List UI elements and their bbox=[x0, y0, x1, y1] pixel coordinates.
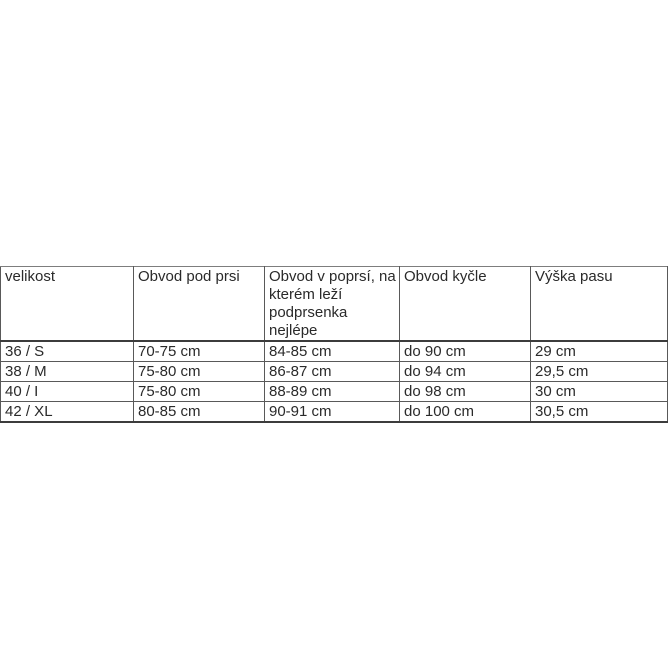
waist-height-cell: 29 cm bbox=[531, 341, 668, 362]
column-header-obvod-pod-prsi: Obvod pod prsi bbox=[134, 267, 265, 342]
underbust-cell: 70-75 cm bbox=[134, 341, 265, 362]
table-row bbox=[1, 382, 668, 402]
size-cell: 36 / S bbox=[1, 341, 134, 362]
table-row bbox=[1, 402, 668, 423]
waist-height-cell: 29,5 cm bbox=[531, 362, 668, 382]
table-row bbox=[1, 362, 668, 382]
hip-cell: do 98 cm bbox=[400, 382, 531, 402]
header-row bbox=[1, 267, 668, 342]
bust-cell: 88-89 cm bbox=[265, 382, 400, 402]
column-header-obvod-kycle: Obvod kyčle bbox=[400, 267, 531, 342]
waist-height-cell: 30,5 cm bbox=[531, 402, 668, 423]
hip-cell: do 100 cm bbox=[400, 402, 531, 423]
column-header-vyska-pasu: Výška pasu bbox=[531, 267, 668, 342]
table-row bbox=[1, 341, 668, 362]
bust-cell: 90-91 cm bbox=[265, 402, 400, 423]
size-cell: 40 / I bbox=[1, 382, 134, 402]
underbust-cell: 75-80 cm bbox=[134, 362, 265, 382]
bust-cell: 84-85 cm bbox=[265, 341, 400, 362]
size-cell: 38 / M bbox=[1, 362, 134, 382]
size-table-container bbox=[0, 266, 667, 423]
column-header-velikost: velikost bbox=[1, 267, 134, 342]
size-cell: 42 / XL bbox=[1, 402, 134, 423]
hip-cell: do 90 cm bbox=[400, 341, 531, 362]
bust-cell: 86-87 cm bbox=[265, 362, 400, 382]
underbust-cell: 80-85 cm bbox=[134, 402, 265, 423]
underbust-cell: 75-80 cm bbox=[134, 382, 265, 402]
size-table bbox=[0, 266, 668, 423]
hip-cell: do 94 cm bbox=[400, 362, 531, 382]
column-header-obvod-v-poprsi: Obvod v poprsí, na kterém leží podprsenka nejlépe bbox=[265, 267, 400, 342]
waist-height-cell: 30 cm bbox=[531, 382, 668, 402]
